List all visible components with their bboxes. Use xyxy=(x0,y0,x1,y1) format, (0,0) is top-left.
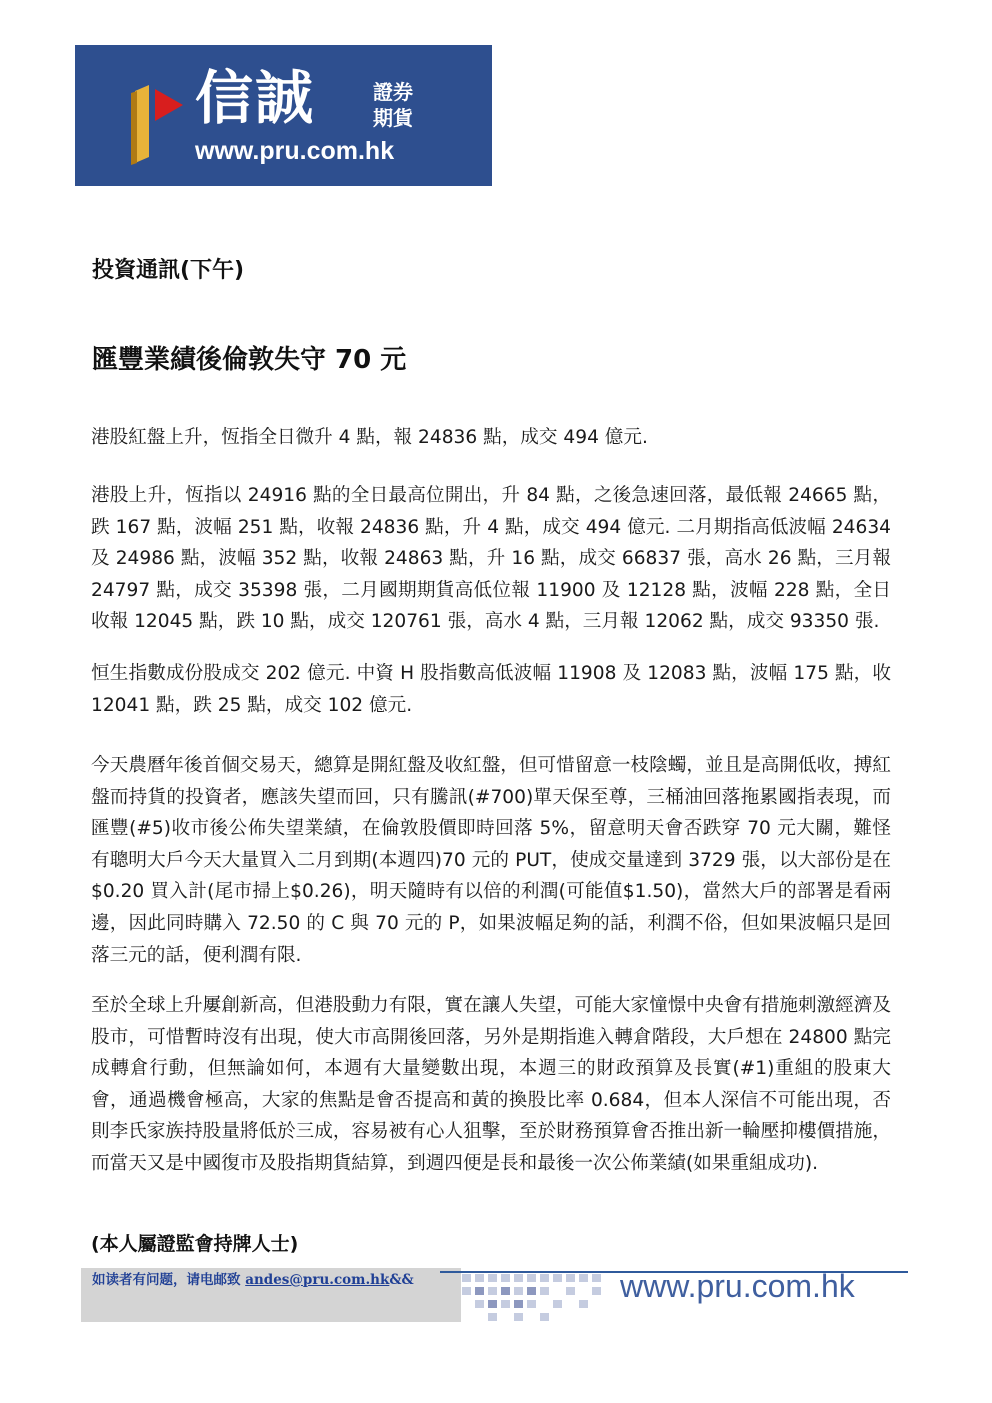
paragraph-1: 港股紅盤上升，恆指全日微升 4 點，報 24836 點，成交 494 億元. xyxy=(91,427,648,448)
paragraph-2: 港股上升，恆指以 24916 點的全日最高位開出，升 84 點，之後急速回落，最低報 24665 點，跌 167 點，波幅 251 點，收報 24836 點，升 4 點，成交 494 億元. 二月期指高低波幅 24634 及 24986 點，波幅 352 點，收報 24863 點，升 16 點，成交 66837 張，高水 26 點，三月報 24797 點，成交 35398 張，二月國期期貨高低位報 11900 及 12128 點，波幅 228 點，全日收報 12045 點，跌 10 點，成交 120761 張，高水 4 點，三月報 12062 點，成交 93350 張. xyxy=(91,485,891,633)
contact-suffix: && xyxy=(389,1272,414,1288)
headline: 匯豐業績後倫敦失守 70 元 xyxy=(92,345,407,375)
footer-url: www.pru.com.hk xyxy=(620,1268,855,1304)
company-logo xyxy=(75,45,492,186)
footer-contact xyxy=(92,1268,414,1288)
contact-prefix: 如读者有问题，请电邮致 xyxy=(92,1272,241,1288)
paragraph-4: 今天農曆年後首個交易天，總算是開紅盤及收紅盤，但可惜留意一枝陰蠋，並且是高開低收，搏紅盤而持貨的投資者，應該失望而回，只有騰訊(#700)單天保至尊，三桶油回落拖累國指表現，而匯豐(#5)收市後公佈失望業績，在倫敦股價即時回落 5%，留意明天會否跌穿 70 元大關，難怪有聰明大戶今天大量買入二月到期(本週四)70 元的 PUT，使成交量達到 3729 張，以大部份是在$0.20 買入計(尾市掃上$0.26)，明天隨時有以倍的利潤(可能值$1.50)，當然大戶的部署是看兩邊，因此同時購入 72.50 的 C 與 70 元的 P，如果波幅足夠的話，利潤不俗，但如果波幅只是回落三元的話，便利潤有限. xyxy=(91,755,891,966)
logo-url: www.pru.com.hk xyxy=(195,137,395,165)
paragraph-3: 恒生指數成份股成交 202 億元. 中資 H 股指數高低波幅 11908 及 12083 點，波幅 175 點，收 12041 點，跌 25 點，成交 102 億元. xyxy=(91,663,891,716)
logo-subtitle xyxy=(373,79,423,131)
logo-mark-icon xyxy=(125,75,195,171)
report-title: 投資通訊(下午) xyxy=(92,258,245,283)
paragraph-5: 至於全球上升屢創新高，但港股動力有限，實在讓人失望，可能大家憧憬中央會有措施刺激經濟及股市，可惜暫時沒有出現，使大市高開後回落，另外是期指進入轉倉階段，大戶想在 24800 點完成轉倉行動，但無論如何，本週有大量變數出現，本週三的財政預算及長實(#1)重組的股東大會，通過機會極高，大家的焦點是會否提高和黃的換股比率 0.684，但本人深信不可能出現，否則李氏家族持股量將低於三成，容易被有心人狙擊，至於財務預算會否推出新一輪壓抑樓價措施，而當天又是中國復市及股指期貨結算，到週四便是長和最後一次公佈業績(如果重組成功). xyxy=(91,995,891,1174)
email-link[interactable]: andes@pru.com.hk xyxy=(245,1272,390,1288)
logo-name: 信誠 xyxy=(195,64,316,132)
logo-sub-line2: 期貨 xyxy=(373,106,413,130)
logo-sub-line1: 證券 xyxy=(373,80,413,104)
dot-grid-decoration xyxy=(462,1274,612,1324)
license-note: (本人屬證監會持牌人士) xyxy=(91,1233,299,1255)
